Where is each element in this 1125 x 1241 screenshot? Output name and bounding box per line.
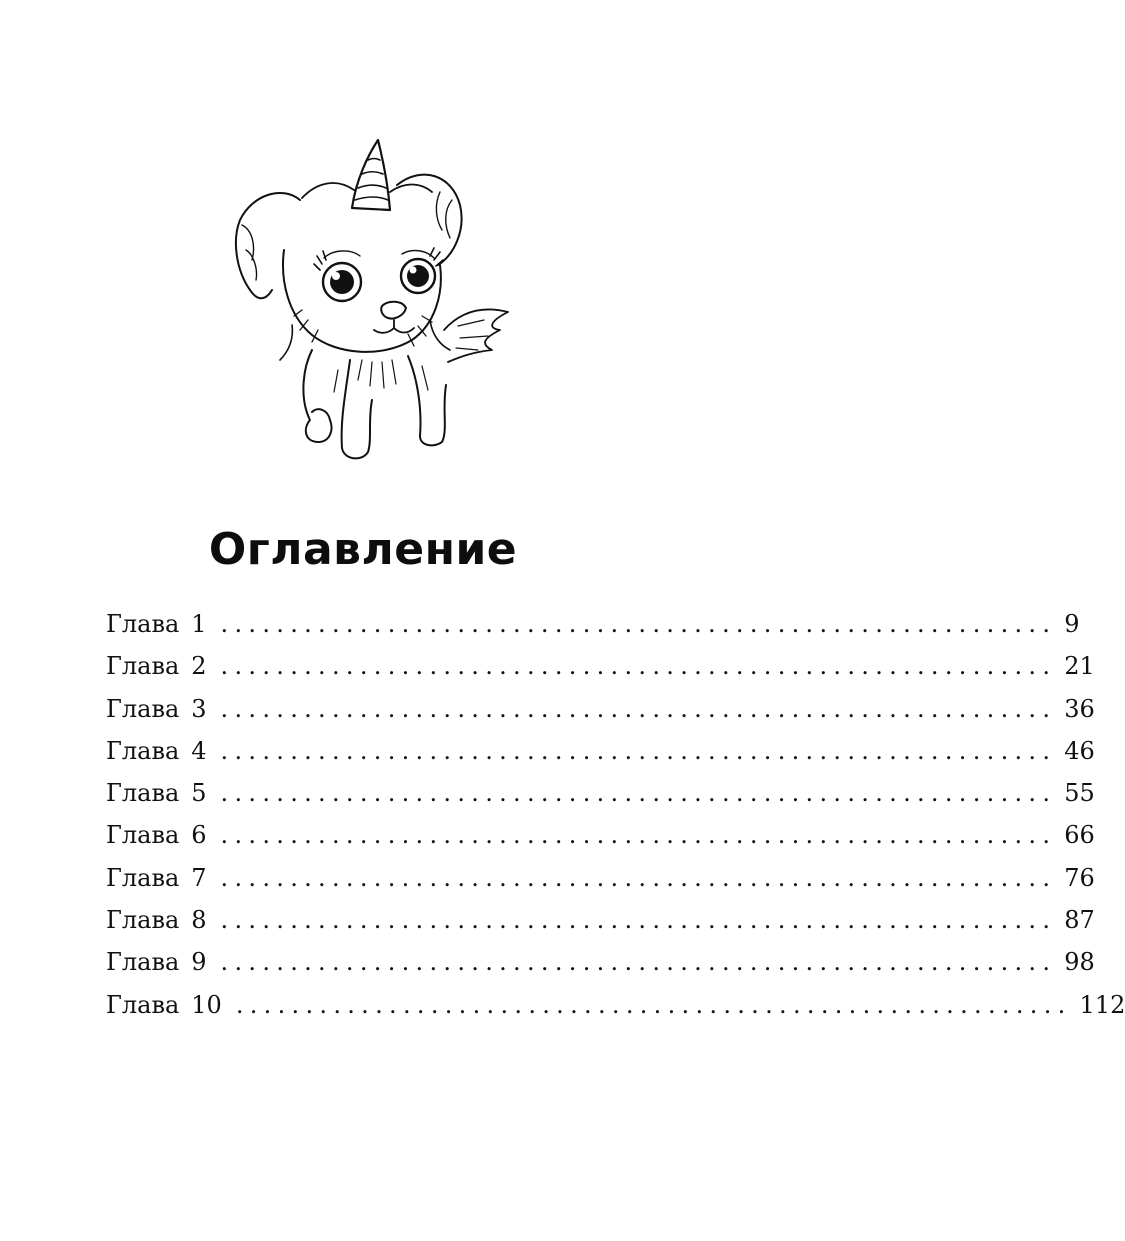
toc-page-number: 66 — [1064, 821, 1095, 850]
toc-label: Глава — [106, 610, 180, 638]
page-title: Оглавление — [208, 524, 518, 575]
toc-entry — [106, 688, 1095, 730]
toc-label: Глава — [106, 906, 180, 935]
toc-chapter-number: 10 — [191, 990, 222, 1019]
toc-page-number: 55 — [1064, 779, 1095, 808]
toc-chapter-number: 9 — [191, 948, 207, 977]
toc-chapter-number: 8 — [191, 906, 207, 935]
toc-leader-dots: ............................................................ — [220, 736, 1057, 765]
toc-label: Глава — [106, 863, 180, 892]
toc-leader-dots: ............................................................ — [220, 863, 1057, 892]
toc-page-number: 21 — [1064, 652, 1095, 681]
toc-entry — [106, 899, 1095, 941]
toc-leader-dots: ............................................................ — [235, 990, 1072, 1019]
toc-label: Глава — [106, 948, 180, 977]
toc-page-number: 9 — [1064, 610, 1080, 638]
toc-leader-dots: ............................................................ — [220, 821, 1057, 850]
toc-leader-dots: ............................................................ — [220, 779, 1057, 808]
toc-leader-dots: ............................................................ — [220, 906, 1057, 935]
toc-entry — [106, 941, 1095, 983]
toc-page-number: 46 — [1064, 736, 1095, 765]
toc-label: Глава — [106, 821, 180, 850]
toc-page-number: 112 — [1079, 990, 1125, 1019]
toc-entry — [106, 603, 1080, 645]
toc-page-number: 36 — [1064, 694, 1095, 723]
toc-entry — [106, 645, 1095, 687]
toc-leader-dots: ............................................................ — [220, 610, 1057, 638]
toc-chapter-number: 4 — [191, 736, 207, 765]
toc-page-number: 87 — [1064, 906, 1095, 935]
toc-label: Глава — [106, 694, 180, 723]
toc-chapter-number: 2 — [191, 652, 207, 681]
toc-page-number: 98 — [1064, 948, 1095, 977]
toc-page-number: 76 — [1064, 863, 1095, 892]
toc-label: Глава — [106, 990, 180, 1019]
toc-entry — [106, 814, 1095, 856]
toc-leader-dots: ............................................................ — [220, 948, 1057, 977]
toc-entry — [106, 857, 1095, 899]
toc-label: Глава — [106, 652, 180, 681]
table-of-contents — [106, 603, 1125, 1026]
toc-leader-dots: ............................................................ — [220, 694, 1057, 723]
toc-label: Глава — [106, 779, 180, 808]
toc-leader-dots: ............................................................ — [220, 652, 1057, 681]
toc-chapter-number: 7 — [191, 863, 207, 892]
toc-chapter-number: 6 — [191, 821, 207, 850]
toc-chapter-number: 3 — [191, 694, 207, 723]
toc-label: Глава — [106, 736, 180, 765]
toc-entry — [106, 772, 1095, 814]
toc-entry — [106, 730, 1095, 772]
unicorn-puppy-illustration — [222, 130, 522, 470]
toc-chapter-number: 5 — [191, 779, 207, 808]
toc-entry — [106, 984, 1125, 1026]
toc-chapter-number: 1 — [191, 610, 207, 638]
